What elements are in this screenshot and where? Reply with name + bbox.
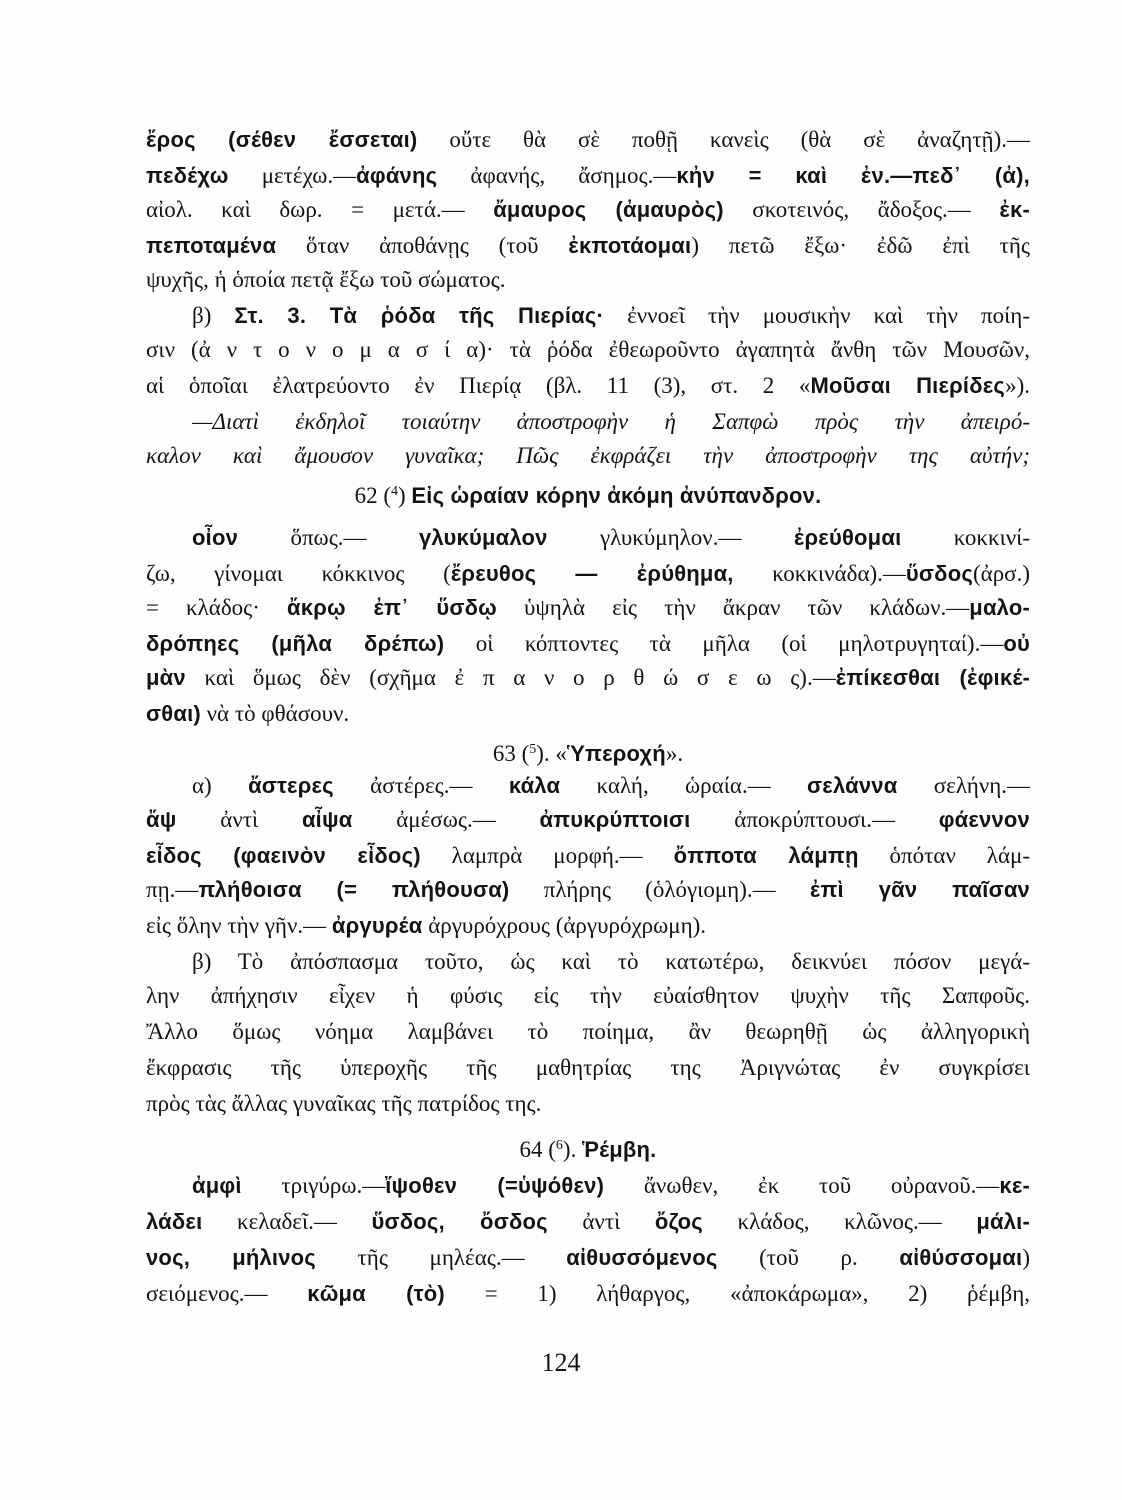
text-line — [146, 911, 1030, 941]
bold-term: Εἰς ὡραίαν κόρην ἀκόμη ἀνύπανδρον. — [411, 483, 822, 508]
text-line — [146, 875, 1030, 905]
text-segment: 62 ( — [354, 483, 391, 508]
text-segment: ) — [397, 483, 412, 508]
text-segment: εἰς ὅλην τὴν γῆν.— — [146, 913, 332, 938]
text-line — [146, 663, 1030, 693]
text-segment: πρὸς τὰς ἄλλας γυναῖκας τῆς πατρίδος της. — [146, 1091, 542, 1116]
text-segment: τῆς μηλέας.— — [315, 1245, 567, 1270]
bold-term: ἐπίκεσθαι (ἐφικέ- — [835, 665, 1030, 690]
text-line — [146, 161, 1030, 191]
text-segment: »). — [1005, 373, 1030, 398]
text-segment: ) πετῶ ἔξω· ἐδῶ ἐπὶ τῆς — [691, 233, 1030, 258]
text-segment: ψυχῆς, ἡ ὁποία πετᾷ ἔξω τοῦ σώματος. — [146, 267, 506, 292]
bold-term: ὕσδος — [905, 561, 973, 586]
text-segment: σκοτεινός, ἄδοξος.— — [723, 197, 1000, 222]
text-line — [192, 407, 1030, 437]
text-segment: μετέχω.— — [228, 163, 357, 188]
bold-term: ἀργυρέα — [331, 913, 423, 938]
section-heading — [146, 477, 1030, 511]
bold-term: αἰθύσσομαι — [899, 1245, 1023, 1270]
text-segment: πῃ.— — [146, 877, 199, 902]
bold-term: ἔρος (σέθεν ἔσσεται) — [146, 127, 418, 152]
text-line — [146, 981, 1030, 1011]
bold-term: Ὑπεροχή — [566, 741, 666, 766]
bold-term: φάεννον — [938, 807, 1030, 832]
text-segment: αἱ ὁποῖαι ἐλατρεύοντο ἐν Πιερίᾳ (βλ. 11 (3), στ. 2 « — [146, 373, 811, 398]
bold-term: εἶδος (φαεινὸν εἶδος) — [146, 843, 421, 868]
bold-term: Στ. 3. Τὰ ῥόδα τῆς Πιερίας· — [234, 303, 605, 328]
text-segment: λαμπρὰ μορφή.— — [420, 843, 674, 868]
text-segment: ἄνωθεν, ἐκ τοῦ οὐρανοῦ.— — [604, 1173, 1000, 1198]
text-line — [146, 371, 1030, 401]
text-segment: (τοῦ ρ. — [717, 1245, 900, 1270]
bold-term: ἄκρῳ ἐπ᾽ ὕσδῳ — [287, 595, 497, 620]
bold-term: κε- — [999, 1173, 1030, 1198]
text-line — [192, 1171, 1030, 1201]
text-segment: ὑψηλὰ εἰς τὴν ἄκραν τῶν κλάδων.— — [496, 595, 970, 620]
text-segment: ἔκφρασις τῆς ὑπεροχῆς τῆς μαθητρίας της Ἀριγνώτας ἐν συγκρίσει — [146, 1055, 1030, 1080]
bold-term: ἐκ- — [999, 197, 1030, 222]
text-line — [192, 523, 1030, 553]
text-line — [146, 1089, 1030, 1119]
bold-term: κάλα — [508, 773, 561, 798]
text-line — [146, 559, 1030, 589]
text-line — [146, 1207, 1030, 1237]
text-line — [146, 593, 1030, 623]
text-segment: λην ἀπήχησιν εἶχεν ἡ φύσις εἰς τὴν εὐαίσθητον ψυχὴν τῆς Σαπφοῦς. — [146, 983, 1030, 1008]
bold-term: δρόπηες (μῆλα δρέπω) — [146, 631, 445, 656]
text-segment: κοκκινάδα).— — [733, 561, 906, 586]
text-segment: ἀργυρόχρους (ἀργυρόχρωμη). — [422, 913, 707, 938]
text-segment: Ἄλλο ὅμως νόημα λαμβάνει τὸ ποίημα, ἂν θεωρηθῇ ὡς ἀλληγορικὴ — [146, 1019, 1030, 1044]
text-segment: κλάδος, κλῶνος.— — [702, 1209, 977, 1234]
text-line — [146, 841, 1030, 871]
text-segment: πλήρης (ὁλόγιομη).— — [509, 877, 810, 902]
text-segment: ἐννοεῖ τὴν μουσικὴν καὶ τὴν ποίη- — [604, 303, 1030, 328]
text-segment: σειόμενος.— — [146, 1281, 308, 1306]
bold-term: αἰθυσσόμενος — [566, 1245, 718, 1270]
text-segment: ἀντὶ — [176, 807, 302, 832]
bold-term: ἐπὶ γᾶν παῖσαν — [809, 877, 1030, 902]
text-line — [146, 231, 1030, 261]
bold-term: κἠν = καὶ ἐν.—πεδ᾽ (ἀ), — [676, 163, 1030, 188]
bold-term: κῶμα (τὸ) — [307, 1281, 445, 1306]
text-segment: α) — [192, 773, 249, 798]
text-segment: β) Τὸ ἀπόσπασμα τοῦτο, ὡς καὶ τὸ κατωτέρω, δεικνύει πόσον μεγά- — [192, 949, 1030, 974]
text-line — [192, 301, 1030, 331]
bold-term: οὐ — [1003, 631, 1030, 656]
text-line — [146, 335, 1030, 365]
text-segment: γλυκύμηλον.— — [547, 525, 794, 550]
text-segment: τριγύρω.— — [241, 1173, 386, 1198]
bold-term: ἔρευθος — ἐρύθημα, — [450, 561, 734, 586]
bold-term: Μοῦσαι Πιερίδες — [810, 373, 1006, 398]
bold-term: σθαι) — [146, 701, 201, 726]
text-line — [146, 1243, 1030, 1273]
bold-term: ὄπποτα λάμπῃ — [673, 843, 859, 868]
text-segment: νὰ τὸ φθάσουν. — [200, 701, 350, 726]
bold-term: μαλο- — [969, 595, 1030, 620]
bold-term: πεποταμένα — [146, 233, 277, 258]
bold-term: ἀμφὶ — [192, 1173, 242, 1198]
bold-term: ὕσδος, ὄσδος — [371, 1209, 548, 1234]
bold-term: ἀπυκρύπτοισι — [539, 807, 691, 832]
superscript: 4 — [390, 484, 398, 499]
text-segment: ὁπόταν λάμ- — [858, 843, 1030, 868]
text-segment: 64 ( — [519, 1137, 556, 1162]
section-heading — [146, 735, 1030, 769]
bold-term: σελάννα — [807, 773, 898, 798]
text-segment: σιν (ἀ ν τ ο ν ο μ α σ ί α)· τὰ ῥόδα ἐθεωροῦντο ἀγαπητὰ ἄνθη τῶν Μουσῶν, — [146, 337, 1030, 362]
text-segment: καλή, ὡραία.— — [560, 773, 808, 798]
bold-term: γλυκύμαλον — [418, 525, 548, 550]
text-segment: ἀμέσως.— — [352, 807, 540, 832]
text-segment: οἱ κόπτοντες τὰ μῆλα (οἱ μηλοτρυγηταί).— — [444, 631, 1004, 656]
text-segment: ). — [562, 1137, 583, 1162]
bold-term: πεδέχω — [146, 163, 229, 188]
text-segment: κελαδεῖ.— — [202, 1209, 372, 1234]
text-line — [146, 805, 1030, 835]
bold-term: οἶον — [192, 525, 239, 550]
text-line — [146, 125, 1030, 155]
bold-term: ὄζος — [654, 1209, 703, 1234]
text-segment: ). « — [536, 741, 567, 766]
text-line — [146, 195, 1030, 225]
text-segment: ἀποκρύπτουσι.— — [690, 807, 939, 832]
text-line — [146, 1279, 1030, 1309]
bold-term: Ῥέμβη. — [582, 1137, 657, 1162]
text-line — [146, 441, 1030, 471]
text-segment: ». — [665, 741, 684, 766]
text-segment: ὅταν ἀποθάνῃς (τοῦ — [276, 233, 569, 258]
text-line — [146, 699, 1030, 729]
text-segment: ἀφανής, ἄσημος.— — [437, 163, 677, 188]
bold-term: ἀφάνης — [356, 163, 438, 188]
text-segment: καὶ ὅμως δὲν (σχῆμα ἐ π α ν ο ρ θ ώ σ ε ω ς).— — [185, 665, 836, 690]
text-segment: οὔτε θὰ σὲ ποθῇ κανεὶς (θὰ σὲ ἀναζητῇ).— — [417, 127, 1030, 152]
text-segment: ζω, γίνομαι κόκκινος ( — [146, 561, 451, 586]
text-segment: ὅπως.— — [238, 525, 419, 550]
bold-term: ἐρεύθομαι — [793, 525, 902, 550]
section-heading — [146, 1131, 1030, 1165]
text-segment: = κλάδος· — [146, 595, 288, 620]
text-segment: ἀστέρες.— — [333, 773, 509, 798]
text-segment: β) — [192, 303, 235, 328]
text-segment: = 1) λήθαργος, «ἀποκάρωμα», 2) ῥέμβη, — [444, 1281, 1030, 1306]
text-segment: αἰολ. καὶ δωρ. = μετά.— — [146, 197, 494, 222]
text-line — [146, 629, 1030, 659]
text-segment: (ἀρσ.) — [973, 561, 1030, 586]
bold-term: ἐκποτάομαι — [568, 233, 692, 258]
text-segment: κοκκινί- — [901, 525, 1030, 550]
bold-term: μάλι- — [976, 1209, 1030, 1234]
text-line — [146, 1017, 1030, 1047]
text-line — [192, 771, 1030, 801]
text-segment: ) — [1022, 1245, 1030, 1270]
bold-term: ἄστερες — [248, 773, 334, 798]
superscript: 6 — [555, 1138, 563, 1153]
text-line — [146, 1053, 1030, 1083]
bold-term: πλήθοισα (= πλήθουσα) — [198, 877, 510, 902]
bold-term: ἄψ — [146, 807, 177, 832]
text-segment: —Διατὶ ἐκδηλοῖ τοιαύτην ἀποστροφὴν ἡ Σαπφὼ πρὸς τὴν ἀπειρό- — [192, 409, 1030, 434]
bold-term: νος, μήλινος — [146, 1245, 316, 1270]
bold-term: λάδει — [146, 1209, 203, 1234]
text-segment: 63 ( — [492, 741, 530, 766]
superscript: 5 — [529, 742, 537, 757]
text-line — [146, 265, 1030, 295]
text-line — [192, 947, 1030, 977]
text-segment: καλον καὶ ἄμουσον γυναῖκα; Πῶς ἐκφράζει τὴν ἀποστροφὴν της αὐτήν; — [146, 443, 1030, 468]
bold-term: αἶψα — [301, 807, 353, 832]
bold-term: ἄμαυρος (ἀμαυρὸς) — [493, 197, 724, 222]
bold-term: μὰν — [146, 665, 186, 690]
text-segment: σελήνη.— — [897, 773, 1030, 798]
text-segment: ἀντὶ — [547, 1209, 655, 1234]
bold-term: ἴψοθεν (=ὑψόθεν) — [385, 1173, 605, 1198]
page-number: 124 — [541, 1348, 581, 1377]
